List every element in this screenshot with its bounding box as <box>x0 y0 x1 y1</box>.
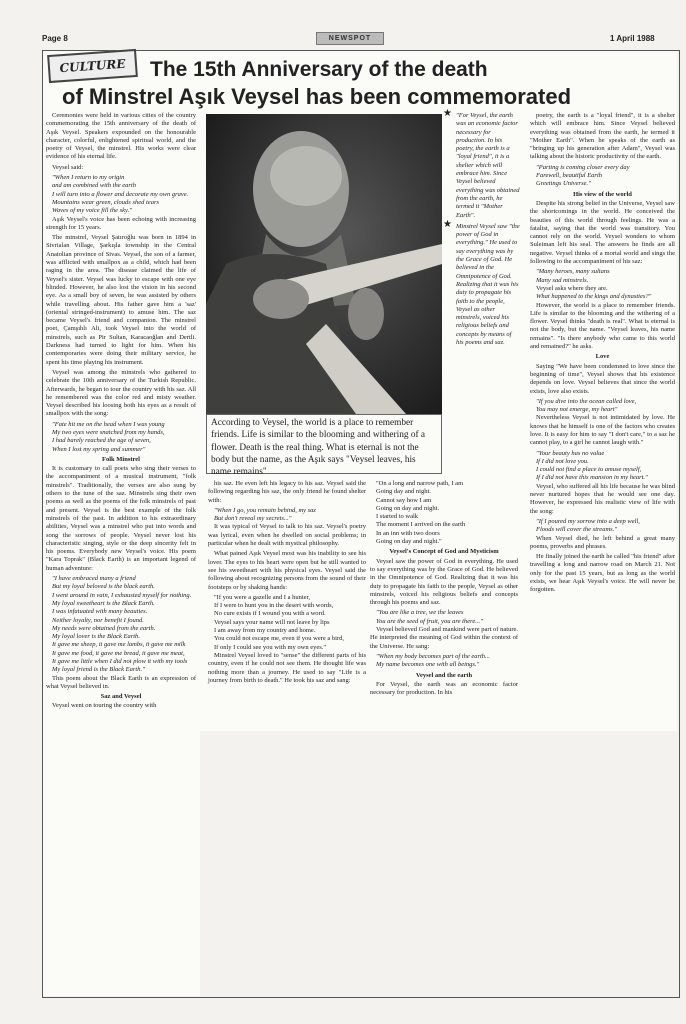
verse-line: Greetings Universe." <box>536 180 591 188</box>
verse-line: "You are like a tree, we the leaves <box>376 609 464 617</box>
subheading: His view of the world <box>573 190 632 198</box>
paragraph: The minstrel, Veysel Şatıroğlu was born in 1894 in Sivrialan Village, Şarkışla township in the Central Anatolian province of Sivas. Veysel, the son of a farmer, was afflicted with smallpox as a child, which had been raging in the area. The disease claimed the life of Veysel's sister. Veysel was lucky to escape with one eye blinded. However, he also lost the vision in his second eye. As a small boy of seven, he was assisted by others while travelling about. His father gave him a 'saz' (oriental stringed-instrument) to amuse him. The saz became Veysel's friend and companion. The minstrel poet, Çamşıhlı Ali, took Veysel into the world of minstrels, such as Pir Sultan, Karacaoğlan and Dertli. Darkness had turned to light for him. When his contemporaries were doing their military service, he spent his time playing his instrument. <box>46 234 196 366</box>
verse-line: I started to walk <box>376 513 419 521</box>
paragraph: Minstrel Veysel loved to "sense" the different parts of his country, even if he could not see them. He thought life was nothing more than a journey. He used to say "Life is a journey from birth to death." He took his saz and sang: <box>208 651 366 684</box>
verse-line: I am away from my country and home. <box>214 627 316 635</box>
verse-line: "When my body becomes part of the earth... <box>376 652 490 660</box>
verse-line: I could not find a place to amuse myself, <box>536 466 642 474</box>
verse-line: You may not emerge, my heart" <box>536 406 618 414</box>
subheading: Folk Minstrel <box>102 455 140 463</box>
verse-line: I will turn into a flower and decorate my own grave. <box>52 190 189 198</box>
portrait-photo <box>206 114 442 414</box>
verse-line: "When I go, you remain behind, my saz <box>214 506 316 514</box>
paragraph: Saying "We have been condemned to love since the beginning of time", Veysel shows that his existence depends on love. Veysel believes that since the world exists, love also exists. <box>530 362 675 395</box>
verse-line: "Many heroes, many sultans <box>536 268 610 276</box>
verse-line: My name becomes one with all beings." <box>376 661 480 669</box>
verse-line: and am combined with the earth <box>52 182 136 190</box>
section-label: CULTURE <box>47 49 138 83</box>
column-2 <box>208 480 366 730</box>
verse-line: Waves of my voice fill the sky." <box>52 207 132 215</box>
paragraph: his saz. He even left his legacy to his saz. Veysel said the following regarding his saz, the only friend he found shelter with: <box>208 480 366 504</box>
paragraph: It was typical of Veysel to talk to his saz. Veysel's poetry was lyrical, even when he dwelled on social problems; in particular when he dealt with mystical philosophy. <box>208 523 366 548</box>
verse-line: If only I could see you with my own eyes." <box>214 643 327 651</box>
verse-line: Many sad minstrels. <box>536 276 589 284</box>
pull-quote <box>443 218 520 347</box>
subheading: Veysel and the earth <box>415 671 473 679</box>
paragraph: When Veysel died, he left behind a great many poems, proverbs and phrases. <box>530 534 675 550</box>
verse-line: In an inn with two doors <box>376 529 440 537</box>
verse-line: No cure exists if I wound you with a word. <box>214 610 326 618</box>
paragraph: Veysel went on touring the country with <box>52 702 157 710</box>
column-1 <box>46 112 196 992</box>
paragraph: What pained Aşık Veysel most was his inability to see his lover. The eyes to his heart were open but he still wanted to see his sweetheart with his physical eyes. Veysel said the following about recognizing persons from the sound of their footsteps or by shaking hands: <box>208 550 366 591</box>
column-4 <box>530 112 675 728</box>
verse-line: But don't reveal my secrets..." <box>214 515 292 523</box>
paragraph: Nevertheless Veysel is not intimidated by love. He knows that he himself is one of the factors who creates love. It is easy for him to say "I don't care," to a saz he cannot play, to a girl he cannot laugh with." <box>530 414 675 447</box>
pull-quote-text: Minstrel Veysel saw "the power of God in everything." He used to say everything was by the Grace of God. He believed in the Omnipotence of God. Realizing that it was his duty to propagate his faith to the people, Veysel as other minstrels, voiced his religious beliefs and concepts by means of his poems and saz. <box>456 222 520 347</box>
verse-line: Mountains wear green, clouds shed tears <box>52 198 159 206</box>
paragraph: He finally joined the earth he called "his friend" after travelling a long and narrow road on March 21. Not only for the past 15 years, but as long as the world exists, we hear Aşık Veysel's voice. He will never be forgotten. <box>530 553 675 594</box>
verse-line: You are the seed of fruit, you are there..." <box>376 617 483 625</box>
verse-line: "On a long and narrow path, I am <box>376 480 464 487</box>
subheading: Saz and Veysel <box>100 693 142 701</box>
issue-date: 1 April 1988 <box>610 34 655 43</box>
verse-line: Veysel says your name will not leave by lips <box>214 618 330 626</box>
star-icon: ★ <box>443 108 452 119</box>
paragraph: This poem about the Black Earth is an expression of what Veysel believed in. <box>46 674 196 690</box>
photo-caption: According to Veysel, the world is a place to remember friends. Life is similar to the blooming and withering of a flower. Death is the real thing. What is eternal is not the body but the name, as the Aşık says "Veysel leaves, his name remains" <box>206 414 442 474</box>
verse-line: But my loyal beloved is the black earth. <box>52 583 155 591</box>
subheading: Veysel's Concept of God and Mysticism <box>389 548 499 556</box>
photo-image <box>206 114 442 414</box>
verse-line: My two eyes were snatched from my hands, <box>52 428 165 436</box>
column-3 <box>370 480 518 730</box>
verse-line: "If you dive into the ocean called love, <box>536 397 637 405</box>
verse-line: I was infatuated with many beauties. <box>52 608 148 616</box>
paragraph: Veysel saw the power of God in everything. He used to say everything was by the Grace of God. He believed in the Omnipotence of God. Realizing that it was his duty to propagate his faith to the people, Veysel as other minstrels, voiced his religious beliefs and concepts through his poems and saz. <box>370 557 518 607</box>
paragraph: Veysel said: <box>52 163 84 171</box>
verse-line: Neither loyalty, nor benefit I found. <box>52 616 144 624</box>
verse-line: Veysel asks where they are. <box>536 284 608 292</box>
verse-line: "Fate hit me on the head when I was young <box>52 420 165 428</box>
verse-line: It gave me food, it gave me bread, it gave me meat, <box>52 649 185 657</box>
verse-line: The moment I arrived on the earth <box>376 521 466 529</box>
verse-line: If I were to hunt you in the desert with words, <box>214 602 334 610</box>
verse-line: It gave me sheep, it gave me lambs, it gave me milk <box>52 641 186 649</box>
paragraph: Veysel, who suffered all his life because he was blind never nurtured hopes that he would see one day. However, he expressed his realistic view of life with the song: <box>530 482 675 515</box>
verse-line: "Parting is coming closer every day <box>536 163 630 171</box>
verse-line: Going on day and night." <box>376 538 442 546</box>
verse-line: My loyal lover is the Black Earth. <box>52 633 140 641</box>
paragraph: poetry, the earth is a "loyal friend", it is a shelter which will embrace him. Since Veysel believed everything was obtained from the earth, he termed it "Mother Earth". When he speaks of the earth as "bringing up his generation after Adam", Veysel was talking about the historic productivity of the earth. <box>530 112 675 161</box>
verse-line: What happened to the kings and dynasties?" <box>536 293 652 301</box>
verse-line: When I lost my spring and summer" <box>52 445 146 453</box>
verse-line: My needs were obtained from the earth. <box>52 624 156 632</box>
paragraph: Veysel was among the minstrels who gathered to celebrate the 10th anniversary of the Turkish Republic. Afterwards, he began to tour the country with his saz. All he remembered was the color red and misty weather. Veysel described his loosing both his eyes as a result of smallpox with the song: <box>46 368 196 418</box>
verse-line: Floods will cover the streams." <box>536 526 618 534</box>
subheading: Love <box>595 353 610 361</box>
paragraph: However, the world is a place to remember friends. Life is similar to the blooming and the withering of a flower. Veysel thinks "death is real". What is eternal is not the body, but the name. "Veysel leaves, his name remains". "Is there anybody who came to this world and remained?" he asks. <box>530 301 675 351</box>
verse-line: "When I return to my origin <box>52 174 125 182</box>
pull-quote <box>443 108 520 220</box>
verse-line: My loyal friend is the Black Earth." <box>52 666 145 674</box>
newspaper-logo: NEWSPOT <box>316 32 384 45</box>
verse-line: You could not escape me, even if you were a bird, <box>214 635 345 643</box>
paragraph: Veysel believed God and mankind were part of nature. He interpreted the meaning of God within the context of the Universe. He sang: <box>370 626 518 650</box>
pull-quote-text: "For Veysel, the earth was an economic factor necessary for production. In his poetry, the earth is a "loyal friend", it is a shelter which will embrace him. Since Veysel believed everything was obtained from the earth, he termed it "Mother Earth". <box>456 112 520 219</box>
paragraph: Aşık Veysel's voice has been echoing with increasing strength for 15 years. <box>46 215 196 231</box>
sidebar-quotes <box>443 108 520 416</box>
star-icon: ★ <box>443 218 452 230</box>
verse-line: "If you were a gazelle and I a hunter, <box>214 593 311 601</box>
verse-line: Going on day and night. <box>376 504 440 512</box>
paragraph: It is customary to call poets who sing their verses to the accompaniment of a musical instrument, "folk minstrels". Traditionally, the verses are also sung by others to the tune of the saz. Minstrels sing their own poems as well as the poems of the folk minstrels of past and present. Veysel is the best example of the folk minstrels of the past. In addition to his extraordinary abilities, Veysel was a minstrel who put into words and song the sorrows of people. Veysel never lost his characteristic singing, style or the deep sincerity felt in his poems. Everybody new Veysel's voice. His poem "Kara Toprak" (Black Earth) is an important legend of human adventure: <box>46 465 196 572</box>
verse-line: Cannot say how I am <box>376 496 432 504</box>
paragraph: For Veysel, the earth was an economic factor necessary for production. In his <box>370 680 518 697</box>
verse-line: My loyal sweetheart is the Black Earth. <box>52 599 155 607</box>
page-number: Page 8 <box>42 34 68 43</box>
headline-line1: The 15th Anniversary of the death <box>150 58 488 81</box>
verse-line: "Your beauty has no value <box>536 449 605 457</box>
verse-line: "I have embraced many a friend <box>52 575 136 583</box>
paragraph: Ceremonies were held in various cities of the country commemorating the 15th anniversary of the death of Aşık Veysel. Speakers expounded on the honourable character, colorful, enlightened spiritual world, and the poetry of Veysel, the minstrel. His works were clear evidence of his eternal life. <box>46 112 196 161</box>
verse-line: I went around in vain, I exhausted myself for nothing. <box>52 591 192 599</box>
paragraph: Despite his strong belief in the Universe, Veysel saw the shortcomings in the world. He conceived the beauties of this world through feelings. He was a fatalist, saying that the world was transitory. You cannot rely on the world. Veysel wonders to whom Suleiman left his seal. The answers he finds are all negative. Veysel thinks of a mortal world and sings the following to the accompaniment of his saz: <box>530 199 675 266</box>
verse-line: If I did not love you. <box>536 457 589 465</box>
verse-line: "If I poured my sorrow into a deep well, <box>536 517 640 525</box>
headline-line2: of Minstrel Aşık Veysel has been commemorated <box>62 84 572 109</box>
verse-line: Going day and night. <box>376 488 431 496</box>
verse-line: Farewell, beautiful Earth <box>536 172 603 180</box>
verse-line: I had barely reached the age of seven, <box>52 437 151 445</box>
verse-line: It gave me little when I did not plow it with my tools <box>52 658 188 665</box>
verse-line: If I did not have this mansion in my heart." <box>536 474 648 482</box>
